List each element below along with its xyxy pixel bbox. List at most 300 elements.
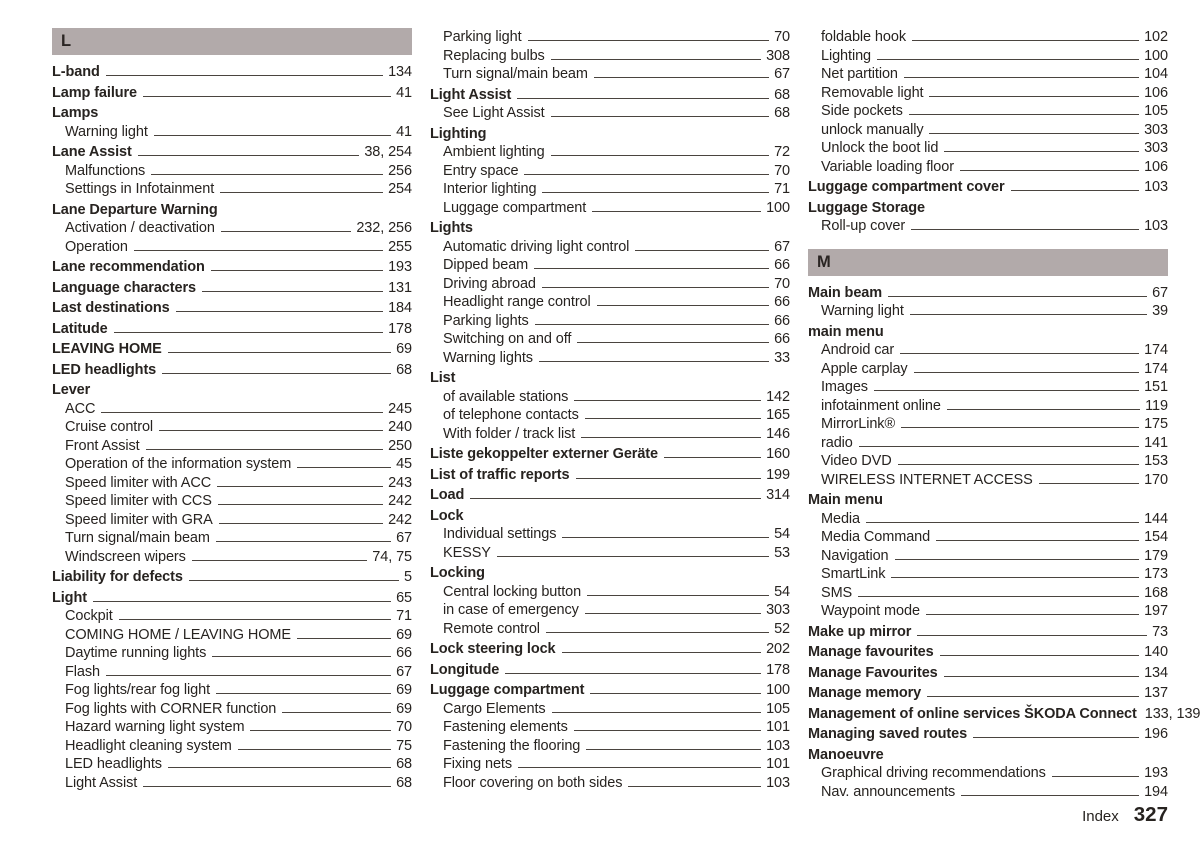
index-entry — [430, 774, 790, 793]
entry-page-number: 66 — [774, 331, 790, 347]
leader-line — [146, 448, 384, 450]
leader-line — [218, 503, 383, 505]
entry-page-number: 178 — [766, 661, 790, 678]
entry-label: Locking — [430, 565, 485, 581]
index-entry — [808, 178, 1168, 197]
index-entry — [430, 312, 790, 331]
entry-label: Lock steering lock — [430, 641, 556, 657]
index-entry — [808, 199, 1168, 218]
leader-line — [960, 169, 1139, 171]
entry-page-number: 303 — [766, 602, 790, 618]
index-entry — [430, 143, 790, 162]
entry-label: Lane Assist — [52, 144, 132, 160]
entry-page-number: 199 — [766, 466, 790, 483]
entry-label: Hazard warning light system — [65, 719, 245, 735]
leader-line — [528, 39, 770, 41]
entry-label: infotainment online — [821, 397, 941, 414]
leader-line — [858, 595, 1139, 597]
index-entry — [430, 755, 790, 774]
entry-label: Nav. announcements — [821, 783, 956, 800]
entry-label: in case of emergency — [443, 602, 579, 618]
entry-page-number: 202 — [766, 641, 790, 657]
index-entry — [808, 302, 1168, 321]
entry-page-number: 69 — [396, 626, 412, 643]
index-entry — [430, 275, 790, 294]
entry-label: Warning lights — [443, 349, 533, 366]
index-entry — [52, 529, 412, 548]
entry-page-number: 254 — [388, 181, 412, 197]
index-entry — [52, 201, 412, 220]
entry-label: Remote control — [443, 620, 540, 637]
entry-page-number: 141 — [1144, 434, 1168, 451]
entry-page-number: 65 — [396, 589, 412, 606]
entry-label: Replacing bulbs — [443, 47, 545, 64]
index-entry — [808, 565, 1168, 584]
entry-page-number: 67 — [774, 238, 790, 255]
index-entry — [52, 63, 412, 82]
entry-label: Main menu — [808, 492, 883, 508]
entry-label: Luggage Storage — [808, 199, 925, 216]
entry-label: Cockpit — [65, 608, 113, 624]
index-entry — [430, 507, 790, 526]
entry-label: Waypoint mode — [821, 603, 920, 619]
index-entry — [52, 162, 412, 181]
entry-label: Lamp failure — [52, 84, 138, 101]
index-entry — [430, 180, 790, 199]
leader-line — [168, 766, 391, 768]
entry-page-number: 33 — [774, 349, 790, 366]
index-entry — [430, 486, 790, 505]
entry-label: KESSY — [443, 544, 491, 561]
entry-label: foldable hook — [821, 29, 906, 45]
entry-label: MirrorLink® — [821, 416, 896, 432]
entry-label: L-band — [52, 64, 100, 80]
index-entry — [52, 644, 412, 663]
entry-label: Luggage compartment cover — [808, 179, 1005, 195]
entry-page-number: 175 — [1144, 416, 1168, 432]
leader-line — [912, 39, 1139, 41]
index-entry — [808, 705, 1200, 724]
leader-line — [1011, 189, 1140, 191]
entry-label: ACC — [65, 400, 96, 417]
index-entry — [52, 400, 412, 419]
entry-label: Lighting — [821, 47, 871, 64]
index-entry — [808, 102, 1168, 121]
index-entry — [52, 718, 412, 737]
entry-page-number: 54 — [774, 526, 790, 542]
entry-page-number: 119 — [1145, 397, 1168, 414]
leader-line — [542, 191, 769, 193]
index-entry — [52, 774, 412, 793]
leader-line — [138, 154, 360, 156]
index-entry — [430, 718, 790, 737]
entry-page-number: 70 — [774, 29, 790, 45]
leader-line — [551, 58, 761, 60]
index-entry — [808, 397, 1168, 416]
entry-page-number: 101 — [766, 719, 790, 735]
index-entry — [52, 104, 412, 123]
leader-line — [909, 113, 1139, 115]
leader-line — [542, 286, 769, 288]
leader-line — [216, 692, 391, 694]
index-entry — [52, 700, 412, 719]
index-entry — [808, 158, 1168, 177]
entry-label: Make up mirror — [808, 623, 912, 640]
entry-label: Fog lights/rear fog light — [65, 682, 210, 698]
entry-page-number: 131 — [388, 279, 412, 296]
entry-label: Front Assist — [65, 437, 140, 454]
entry-label: Graphical driving recommendations — [821, 765, 1046, 781]
index-entry — [808, 491, 1168, 510]
entry-label: Fastening the flooring — [443, 737, 581, 754]
entry-page-number: 137 — [1144, 685, 1168, 701]
entry-label: Lamps — [52, 105, 99, 121]
index-entry — [52, 626, 412, 645]
leader-line — [574, 729, 761, 731]
index-entry — [430, 293, 790, 312]
entry-label: Manage Favourites — [808, 664, 938, 681]
index-entry — [52, 455, 412, 474]
index-entry — [52, 320, 412, 339]
entry-label: List — [430, 370, 456, 386]
entry-page-number: 303 — [1144, 140, 1168, 156]
index-entry — [52, 123, 412, 142]
index-entry — [808, 764, 1168, 783]
leader-line — [664, 456, 761, 458]
entry-label: Liste gekoppelter externer Geräte — [430, 446, 658, 462]
index-entry — [808, 783, 1168, 802]
leader-line — [597, 304, 769, 306]
footer-page-number: 327 — [1133, 803, 1168, 826]
entry-label: Apple carplay — [821, 360, 908, 377]
entry-page-number: 100 — [1144, 47, 1168, 64]
leader-line — [635, 249, 769, 251]
entry-label: LED headlights — [65, 756, 162, 772]
entry-label: main menu — [808, 323, 884, 340]
leader-line — [961, 794, 1139, 796]
entry-page-number: 71 — [774, 181, 790, 197]
leader-line — [910, 313, 1147, 315]
index-entry — [52, 299, 412, 318]
leader-line — [944, 675, 1139, 677]
leader-line — [888, 295, 1147, 297]
entry-page-number: 39 — [1152, 303, 1168, 319]
leader-line — [552, 711, 762, 713]
entry-label: WIRELESS INTERNET ACCESS — [821, 471, 1033, 488]
entry-label: Turn signal/main beam — [65, 530, 210, 546]
index-entry — [52, 511, 412, 530]
index-entry — [52, 143, 412, 162]
leader-line — [93, 600, 391, 602]
entry-page-number: 133, 139 — [1144, 705, 1200, 722]
entry-page-number: 75 — [396, 737, 412, 754]
index-entry — [808, 602, 1168, 621]
leader-line — [866, 521, 1139, 523]
index-entry — [52, 492, 412, 511]
entry-page-number: 255 — [388, 238, 412, 255]
entry-page-number: 69 — [396, 341, 412, 357]
entry-label: Android car — [821, 342, 895, 358]
entry-label: Video DVD — [821, 453, 892, 469]
leader-line — [220, 191, 383, 193]
index-entry — [808, 643, 1168, 662]
entry-label: Language characters — [52, 279, 196, 296]
entry-label: Latitude — [52, 320, 108, 337]
leader-line — [535, 323, 769, 325]
leader-line — [151, 173, 383, 175]
entry-page-number: 68 — [774, 105, 790, 121]
entry-page-number: 256 — [388, 162, 412, 179]
leader-line — [250, 729, 391, 731]
entry-page-number: 103 — [1144, 218, 1168, 234]
section-header-L: L — [52, 28, 412, 55]
entry-label: Lights — [430, 220, 473, 236]
leader-line — [211, 269, 383, 271]
leader-line — [297, 637, 391, 639]
entry-page-number: 144 — [1144, 510, 1168, 527]
index-entry — [52, 607, 412, 626]
entry-label: Management of online services ŠKODA Connect — [808, 705, 1137, 722]
entry-label: Central locking button — [443, 583, 582, 600]
index-entry — [430, 525, 790, 544]
leader-line — [859, 445, 1139, 447]
index-entry — [52, 548, 412, 567]
leader-line — [592, 210, 761, 212]
entry-page-number: 178 — [388, 320, 412, 337]
index-entry — [52, 474, 412, 493]
index-entry — [430, 737, 790, 756]
leader-line — [162, 372, 391, 374]
entry-label: Switching on and off — [443, 331, 572, 347]
leader-line — [505, 672, 761, 674]
leader-line — [901, 426, 1139, 428]
entry-label: Entry space — [443, 162, 519, 179]
entry-label: Managing saved routes — [808, 726, 968, 742]
index-entry — [52, 238, 412, 257]
index-entry — [430, 466, 790, 485]
leader-line — [238, 748, 391, 750]
entry-label: Removable light — [821, 84, 924, 101]
entry-label: COMING HOME / LEAVING HOME — [65, 626, 291, 643]
entry-label: Operation of the information system — [65, 456, 292, 472]
index-entry — [52, 737, 412, 756]
leader-line — [877, 58, 1139, 60]
index-entry — [52, 219, 412, 238]
entry-label: Manage memory — [808, 685, 922, 701]
entry-page-number: 184 — [388, 300, 412, 316]
entry-label: Malfunctions — [65, 162, 146, 179]
entry-page-number: 103 — [1144, 179, 1168, 195]
entry-page-number: 154 — [1144, 529, 1168, 545]
leader-line — [551, 115, 769, 117]
index-entry — [808, 28, 1168, 47]
entry-label: Activation / deactivation — [65, 220, 215, 236]
entry-label: Net partition — [821, 66, 898, 82]
entry-label: Automatic driving light control — [443, 238, 630, 255]
entry-page-number: 196 — [1144, 726, 1168, 742]
entry-label: Operation — [65, 238, 128, 255]
leader-line — [628, 785, 761, 787]
leader-line — [947, 408, 1140, 410]
leader-line — [895, 558, 1140, 560]
leader-line — [973, 736, 1139, 738]
entry-page-number: 53 — [774, 544, 790, 561]
entry-label: Dipped beam — [443, 257, 529, 273]
entry-label: LED headlights — [52, 361, 157, 378]
index-entry — [430, 700, 790, 719]
entry-page-number: 100 — [766, 682, 790, 698]
index-entry — [808, 510, 1168, 529]
entry-page-number: 146 — [766, 425, 790, 442]
leader-line — [574, 399, 761, 401]
entry-label: Fixing nets — [443, 756, 513, 772]
entry-label: Interior lighting — [443, 181, 537, 197]
entry-label: Cruise control — [65, 419, 154, 435]
entry-label: Fog lights with CORNER function — [65, 700, 277, 717]
index-entry — [808, 121, 1168, 140]
index-entry — [808, 623, 1168, 642]
index-entry — [430, 28, 790, 47]
leader-line — [586, 748, 761, 750]
entry-page-number: 41 — [396, 84, 412, 101]
leader-line — [577, 341, 769, 343]
entry-label: Cargo Elements — [443, 700, 546, 717]
entry-page-number: 173 — [1144, 566, 1168, 582]
entry-label: With folder / track list — [443, 425, 576, 442]
entry-label: Fastening elements — [443, 719, 568, 735]
entry-page-number: 193 — [388, 259, 412, 275]
index-entry — [52, 84, 412, 103]
entry-page-number: 240 — [388, 419, 412, 435]
entry-label: unlock manually — [821, 121, 924, 138]
entry-page-number: 104 — [1144, 66, 1168, 82]
leader-line — [929, 95, 1139, 97]
entry-label: SMS — [821, 584, 853, 601]
entry-page-number: 66 — [774, 257, 790, 273]
index-entry — [808, 139, 1168, 158]
leader-line — [282, 711, 391, 713]
entry-page-number: 243 — [388, 474, 412, 491]
entry-page-number: 151 — [1144, 379, 1168, 395]
entry-label: Parking light — [443, 29, 522, 45]
entry-label: Images — [821, 379, 868, 395]
entry-label: Headlight cleaning system — [65, 737, 232, 754]
leader-line — [497, 555, 769, 557]
entry-page-number: 174 — [1144, 360, 1168, 377]
entry-label: Lever — [52, 382, 91, 398]
entry-page-number: 52 — [774, 620, 790, 637]
entry-page-number: 66 — [774, 312, 790, 329]
entry-label: Light Assist — [65, 774, 138, 791]
entry-page-number: 5 — [404, 569, 412, 585]
leader-line — [891, 576, 1139, 578]
index-entry — [808, 217, 1168, 236]
leader-line — [159, 429, 383, 431]
index-entry — [808, 746, 1168, 765]
leader-line — [926, 613, 1139, 615]
entry-page-number: 250 — [388, 437, 412, 454]
index-entry — [52, 589, 412, 608]
entry-page-number: 142 — [766, 388, 790, 405]
leader-line — [590, 692, 761, 694]
index-entry — [430, 681, 790, 700]
index-entry — [52, 568, 412, 587]
entry-label: Lighting — [430, 125, 487, 142]
index-entry — [52, 258, 412, 277]
leader-line — [585, 417, 761, 419]
entry-page-number: 106 — [1144, 158, 1168, 175]
index-entry — [430, 406, 790, 425]
index-entry — [808, 65, 1168, 84]
index-entry — [430, 661, 790, 680]
index-entry — [808, 341, 1168, 360]
entry-page-number: 67 — [396, 530, 412, 546]
leader-line — [297, 466, 391, 468]
index-entry — [808, 415, 1168, 434]
index-entry — [430, 162, 790, 181]
index-entry — [430, 219, 790, 238]
entry-page-number: 67 — [1152, 284, 1168, 301]
entry-label: Lane recommendation — [52, 259, 205, 275]
leader-line — [119, 618, 391, 620]
index-column-1 — [52, 28, 412, 801]
leader-line — [217, 485, 383, 487]
leader-line — [1052, 775, 1139, 777]
leader-line — [168, 351, 391, 353]
leader-line — [106, 74, 383, 76]
index-entry — [430, 640, 790, 659]
index-entry — [430, 47, 790, 66]
entry-label: Media — [821, 510, 860, 527]
leader-line — [904, 76, 1139, 78]
index-entry — [430, 620, 790, 639]
entry-page-number: 38, 254 — [364, 144, 412, 160]
entry-page-number: 101 — [766, 756, 790, 772]
leader-line — [898, 463, 1140, 465]
entry-label: Windscreen wipers — [65, 548, 186, 565]
entry-label: Settings in Infotainment — [65, 181, 215, 197]
entry-page-number: 140 — [1144, 644, 1168, 660]
entry-page-number: 67 — [774, 66, 790, 82]
entry-page-number: 153 — [1144, 453, 1168, 469]
entry-page-number: 193 — [1144, 765, 1168, 781]
leader-line — [154, 134, 391, 136]
leader-line — [216, 540, 391, 542]
leader-line — [470, 497, 761, 499]
leader-line — [219, 522, 383, 524]
entry-label: Side pockets — [821, 103, 903, 119]
entry-page-number: 197 — [1144, 603, 1168, 619]
entry-page-number: 105 — [766, 700, 790, 717]
index-entry — [52, 340, 412, 359]
index-entry — [808, 664, 1168, 683]
entry-page-number: 160 — [766, 446, 790, 462]
entry-page-number: 179 — [1144, 547, 1168, 564]
entry-page-number: 69 — [396, 700, 412, 717]
leader-line — [914, 371, 1140, 373]
leader-line — [101, 411, 383, 413]
index-entry — [52, 418, 412, 437]
leader-line — [176, 310, 384, 312]
entry-page-number: 45 — [396, 456, 412, 472]
entry-label: Liability for defects — [52, 569, 183, 585]
entry-page-number: 72 — [774, 144, 790, 160]
leader-line — [221, 230, 352, 232]
leader-line — [202, 290, 383, 292]
entry-page-number: 54 — [774, 583, 790, 600]
entry-page-number: 242 — [388, 511, 412, 528]
index-entry — [808, 360, 1168, 379]
